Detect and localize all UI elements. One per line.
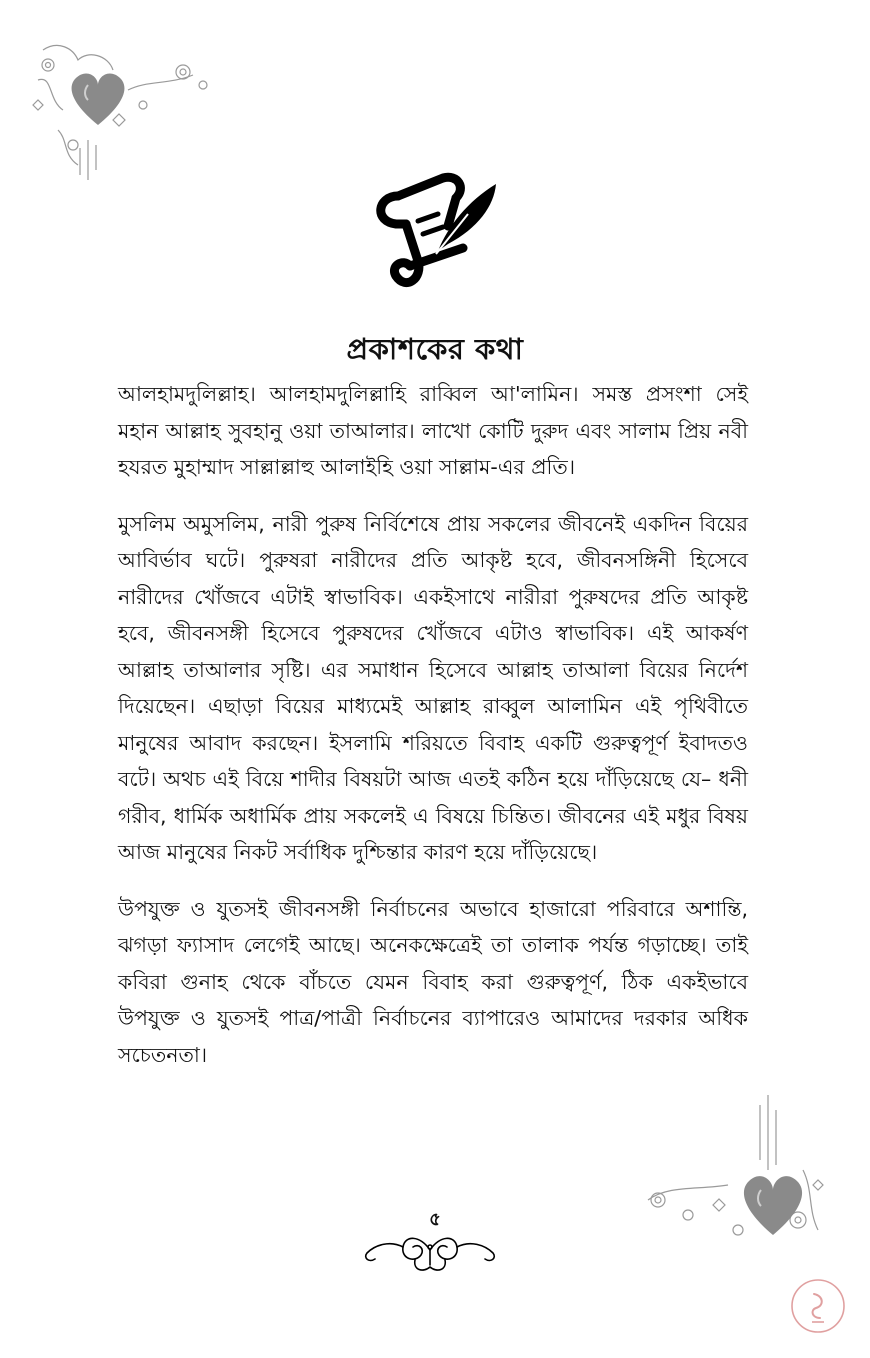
page-number: ৫ [429, 1209, 441, 1230]
flourish-ornament [355, 1225, 505, 1275]
paragraph-marriage: মুসলিম অমুসলিম, নারী পুরুষ নির্বিশেষে প্রায় সকলের জীবনেই একদিন বিয়ের আবির্ভাব ঘটে। পুরুষরা নারীদের প্রতি আকৃষ্ট হবে, জীবনসঙ্গিনী হিসেবে নারীদের খোঁজবে এটাই স্বাভাবিক। একইসাথে নারীরা পুরুষদের প্রতি আকৃষ্ট হবে, জীবনসঙ্গী হিসেবে পুরুষদের খোঁজবে এটাও স্বাভাবিক। এই আকর্ষণ আল্লাহ তাআলার সৃষ্টি। এর সমাধান হিসেবে আল্লাহ তাআলা বিয়ের নির্দেশ দিয়েছেন। এছাড়া বিয়ের মাধ্যমেই আল্লাহ রাব্বুল আলামিন এই পৃথিবীতে মানুষের আবাদ করছেন। ইসলামি শরিয়তে বিবাহ একটি গুরুত্বপূর্ণ ইবাদতও বটে। অথচ এই বিয়ে শাদীর বিষয়টা আজ এতই কঠিন হয়ে দাঁড়িয়েছে যে– ধনী গরীব, ধার্মিক অধার্মিক প্রায় সকলেই এ বিষয়ে চিন্তিত। জীবনের এই মধুর বিষয় আজ মানুষের নিকট সর্বাধিক দুশ্চিন্তার কারণ হয়ে দাঁড়িয়েছে। [118, 511, 748, 864]
scroll-and-quill-icon [368, 166, 508, 301]
paragraph-intro: আলহামদুলিল্লাহ। আলহামদুলিল্লাহি রাব্বিল আ'লামিন। সমস্ত প্রসংশা সেই মহান আল্লাহ সুবহানু ওয়া তাআলার। লাখো কোটি দুরুদ এবং সালাম প্রিয় নবী হযরত মুহাম্মাদ সাল্লাল্লাহু আলাইহি ওয়া সাল্লাম-এর প্রতি। [118, 382, 748, 479]
heart-floral-ornament-top-left [18, 30, 218, 190]
publisher-stamp-icon [790, 1278, 846, 1334]
article-body [118, 376, 748, 1093]
page-title: প্রকাশকের কথা [346, 332, 524, 367]
paragraph-spouse-selection: উপযুক্ত ও যুতসই জীবনসঙ্গী নির্বাচনের অভাবে হাজারো পরিবারে অশান্তি, ঝগড়া ফ্যাসাদ লেগেই আছে। অনেকক্ষেত্রেই তা তালাক পর্যন্ত গড়াচ্ছে। তাই কবিরা গুনাহ থেকে বাঁচতে যেমন বিবাহ করা গুরুত্বপূর্ণ, ঠিক একইভাবে উপযুক্ত ও যুতসই পাত্র/পাত্রী নির্বাচনের ব্যাপারেও আমাদের দরকার অধিক সচেতনতা। [118, 896, 748, 1067]
